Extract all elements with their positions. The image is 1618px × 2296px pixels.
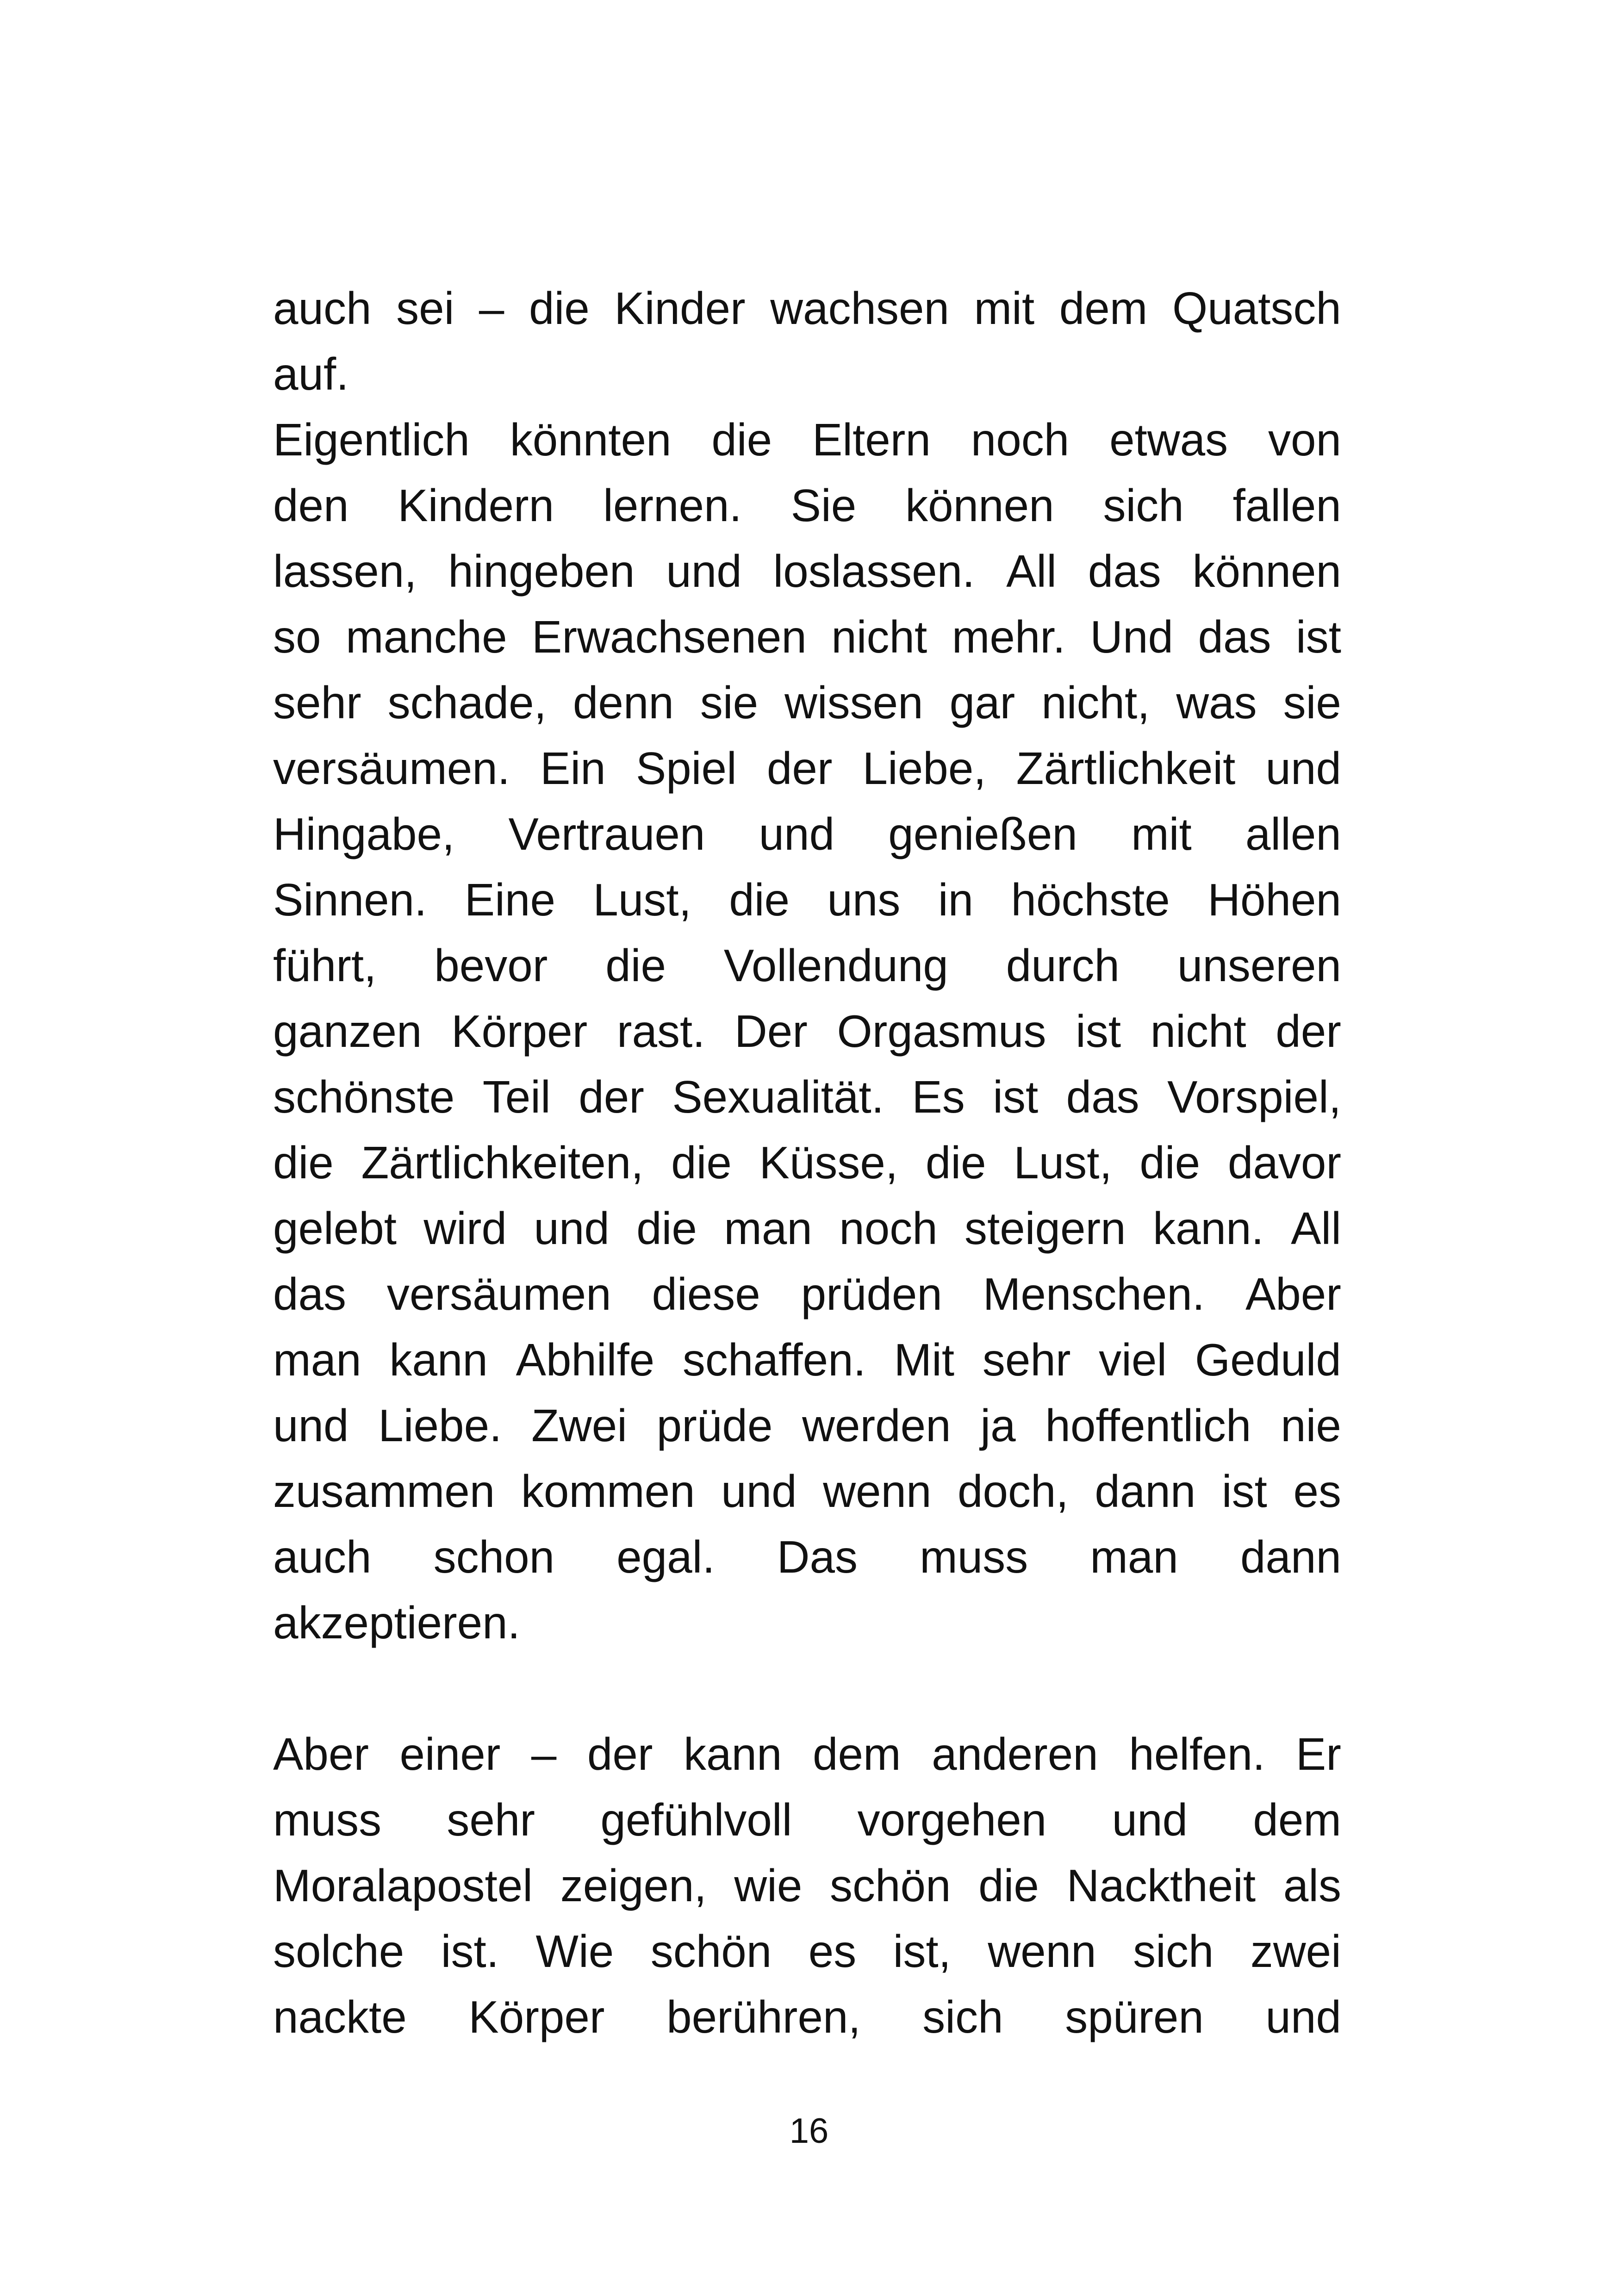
word: auf. [273, 348, 349, 399]
word: ja [980, 1400, 1016, 1451]
word: wachsen [770, 283, 949, 334]
text-line [273, 275, 1341, 341]
text-line [273, 1393, 1341, 1458]
word: ist. [441, 1926, 499, 1977]
word: Spiel [635, 743, 737, 794]
text-line [273, 1064, 1341, 1130]
word: es [1293, 1466, 1341, 1517]
word: die [925, 1137, 986, 1188]
word: hingeben [448, 546, 635, 597]
text-line [273, 473, 1341, 538]
word: schaffen. [682, 1334, 866, 1385]
word: spüren [1065, 1991, 1204, 2042]
word: Vertrauen [508, 809, 705, 859]
text-line [273, 1984, 1341, 2050]
word: sich [922, 1991, 1003, 2042]
word: gar [949, 677, 1015, 728]
word: Zärtlichkeiten, [361, 1137, 644, 1188]
word: das [1198, 611, 1271, 662]
word: akzeptieren. [273, 1597, 520, 1648]
word: All [1006, 546, 1057, 597]
word: gelebt [273, 1203, 397, 1254]
word: kommen [521, 1466, 695, 1517]
text-line [273, 735, 1341, 801]
word: prüden [801, 1269, 942, 1319]
word: Liebe, [862, 743, 986, 794]
word: manche [345, 611, 507, 662]
word: helfen. [1129, 1729, 1265, 1780]
word: und [759, 809, 835, 859]
word: Zärtlichkeit [1016, 743, 1236, 794]
word: die [711, 414, 772, 465]
word: nicht [1150, 1006, 1246, 1057]
text-line [273, 670, 1341, 735]
word: solche [273, 1926, 404, 1977]
word: – [531, 1729, 557, 1780]
word: diese [652, 1269, 760, 1319]
word: lernen. [603, 480, 742, 531]
word: führt, [273, 940, 377, 991]
word: Er [1295, 1729, 1341, 1780]
word: können [1192, 546, 1341, 597]
word: Vollendung [723, 940, 948, 991]
word: werden [802, 1400, 951, 1451]
word: rast. [616, 1006, 705, 1057]
word: wenn [823, 1466, 932, 1517]
word: Der [734, 1006, 808, 1057]
word: zusammen [273, 1466, 495, 1517]
page-number: 16 [789, 2111, 829, 2151]
word: Hingabe, [273, 809, 455, 859]
word: bevor [434, 940, 548, 991]
text-line [273, 341, 1341, 407]
word: muss [273, 1794, 382, 1845]
text-line [273, 1853, 1341, 1918]
word: Orgasmus [837, 1006, 1046, 1057]
word: prüde [656, 1400, 773, 1451]
word: Nacktheit [1066, 1860, 1256, 1911]
word: der [1276, 1006, 1341, 1057]
word: Abhilfe [516, 1334, 655, 1385]
word: Teil [482, 1071, 551, 1122]
word: ganzen [273, 1006, 422, 1057]
text-line [273, 1524, 1341, 1590]
word: sehr [447, 1794, 535, 1845]
word: Kindern [398, 480, 554, 531]
word: sie [1283, 677, 1341, 728]
word: All [1291, 1203, 1341, 1254]
word: genießen [888, 809, 1077, 859]
word: mit [974, 283, 1035, 334]
word: versäumen. [273, 743, 510, 794]
word: der [579, 1071, 644, 1122]
word: nie [1281, 1400, 1341, 1451]
word: durch [1006, 940, 1120, 991]
word: Körper [468, 1991, 605, 2042]
word: sei [396, 283, 454, 334]
word: wird [423, 1203, 507, 1254]
word: es [808, 1926, 857, 1977]
word: Sexualität. [672, 1071, 884, 1122]
word: die [729, 874, 790, 925]
word: die [978, 1860, 1039, 1911]
word: wie [734, 1860, 803, 1911]
word: das [273, 1269, 347, 1319]
word: was [1176, 677, 1257, 728]
word: – [479, 283, 504, 334]
word: kann [389, 1334, 488, 1385]
word: auch [273, 283, 372, 334]
word: noch [839, 1203, 938, 1254]
word: können [905, 480, 1054, 531]
word: dem [1059, 283, 1148, 334]
body-text [273, 275, 1341, 2050]
text-line [273, 538, 1341, 604]
word: Ein [540, 743, 606, 794]
word: nackte [273, 1991, 407, 2042]
text-line [273, 1787, 1341, 1853]
word: Menschen. [983, 1269, 1205, 1319]
word: die [671, 1137, 732, 1188]
word: schönste [273, 1071, 455, 1122]
text-line [273, 933, 1341, 998]
word: Körper [451, 1006, 588, 1057]
word: Moralapostel [273, 1860, 533, 1911]
word: lassen, [273, 546, 417, 597]
word: schade, [387, 677, 547, 728]
word: egal. [616, 1531, 715, 1582]
word: nicht [831, 611, 927, 662]
word: vorgehen [857, 1794, 1047, 1845]
word: sehr [273, 677, 361, 728]
word: der [587, 1729, 653, 1780]
word: zwei [1250, 1926, 1341, 1977]
word: Zwei [531, 1400, 627, 1451]
text-line [273, 604, 1341, 670]
word: nicht, [1041, 677, 1150, 728]
word: die [1139, 1137, 1201, 1188]
word: die [605, 940, 666, 991]
word: schon [433, 1531, 555, 1582]
word: Sie [790, 480, 857, 531]
word: dann [1095, 1466, 1196, 1517]
text-line [273, 407, 1341, 473]
word: fallen [1232, 480, 1341, 531]
word: Aber [1245, 1269, 1341, 1319]
word: in [938, 874, 974, 925]
word: und [273, 1400, 349, 1451]
word: unseren [1177, 940, 1341, 991]
word: so [273, 611, 321, 662]
word: ist [1295, 611, 1341, 662]
word: und [1112, 1794, 1188, 1845]
word: dem [812, 1729, 901, 1780]
word: doch, [958, 1466, 1069, 1517]
word: man [724, 1203, 812, 1254]
word: schön [650, 1926, 772, 1977]
word: Höhen [1207, 874, 1341, 925]
word: auch [273, 1531, 372, 1582]
word: davor [1227, 1137, 1341, 1188]
word: wissen [784, 677, 923, 728]
word: gefühlvoll [600, 1794, 792, 1845]
word: berühren, [666, 1991, 861, 2042]
word: einer [399, 1729, 501, 1780]
text-line [273, 1918, 1341, 1984]
word: noch [971, 414, 1070, 465]
word: dem [1253, 1794, 1341, 1845]
word: Das [777, 1531, 858, 1582]
word: Geduld [1195, 1334, 1341, 1385]
word: mehr. [952, 611, 1065, 662]
word: von [1268, 414, 1341, 465]
word: denn [573, 677, 674, 728]
word: Quatsch [1172, 283, 1341, 334]
text-line [273, 1130, 1341, 1195]
word: loslassen. [773, 546, 975, 597]
word: dann [1240, 1531, 1341, 1582]
word: ist [1221, 1466, 1267, 1517]
word: Eigentlich [273, 414, 470, 465]
word: die [636, 1203, 697, 1254]
word: zeigen, [560, 1860, 707, 1911]
text-line [273, 1458, 1341, 1524]
word: sie [700, 677, 759, 728]
word: Es [912, 1071, 965, 1122]
word: sich [1103, 480, 1184, 531]
word: und [721, 1466, 797, 1517]
text-line [273, 1721, 1341, 1787]
text-line [273, 1261, 1341, 1327]
word: könnten [510, 414, 672, 465]
text-line [273, 1195, 1341, 1261]
word: uns [827, 874, 901, 925]
word: der [766, 743, 833, 794]
word: ist [993, 1071, 1039, 1122]
text-line [273, 1590, 1341, 1655]
word: die [529, 283, 590, 334]
word: Und [1090, 611, 1174, 662]
word: und [534, 1203, 610, 1254]
word: sich [1133, 1926, 1214, 1977]
word: muss [920, 1531, 1028, 1582]
text-line [273, 801, 1341, 867]
word: höchste [1011, 874, 1170, 925]
word: die [273, 1137, 334, 1188]
word: den [273, 480, 349, 531]
word: ist [1076, 1006, 1121, 1057]
word: versäumen [386, 1269, 611, 1319]
word: schön [830, 1860, 951, 1911]
word: das [1066, 1071, 1139, 1122]
text-line [273, 867, 1341, 933]
word: Mit [894, 1334, 955, 1385]
word: wenn [988, 1926, 1096, 1977]
word: und [1265, 1991, 1341, 2042]
blank-line [273, 1655, 1341, 1721]
word: anderen [932, 1729, 1098, 1780]
word: Lust, [1014, 1137, 1112, 1188]
word: Lust, [593, 874, 691, 925]
word: kann. [1153, 1203, 1264, 1254]
word: und [1265, 743, 1341, 794]
word: mit [1131, 809, 1192, 859]
word: hoffentlich [1045, 1400, 1251, 1451]
word: Sinnen. [273, 874, 427, 925]
word: man [1090, 1531, 1178, 1582]
word: das [1088, 546, 1161, 597]
word: Eine [464, 874, 555, 925]
word: sehr [982, 1334, 1071, 1385]
word: Eltern [812, 414, 931, 465]
word: man [273, 1334, 361, 1385]
word: etwas [1109, 414, 1228, 465]
word: Wie [535, 1926, 614, 1977]
word: Küsse, [759, 1137, 898, 1188]
word: viel [1099, 1334, 1167, 1385]
word: allen [1245, 809, 1341, 859]
word: Liebe. [378, 1400, 502, 1451]
word: ist, [893, 1926, 951, 1977]
text-line [273, 1327, 1341, 1393]
word: steigern [965, 1203, 1126, 1254]
word: als [1283, 1860, 1341, 1911]
word: Aber [273, 1729, 369, 1780]
word: und [666, 546, 742, 597]
word: kann [683, 1729, 782, 1780]
word: Vorspiel, [1167, 1071, 1341, 1122]
text-line [273, 998, 1341, 1064]
word: Erwachsenen [532, 611, 807, 662]
word: Kinder [614, 283, 746, 334]
